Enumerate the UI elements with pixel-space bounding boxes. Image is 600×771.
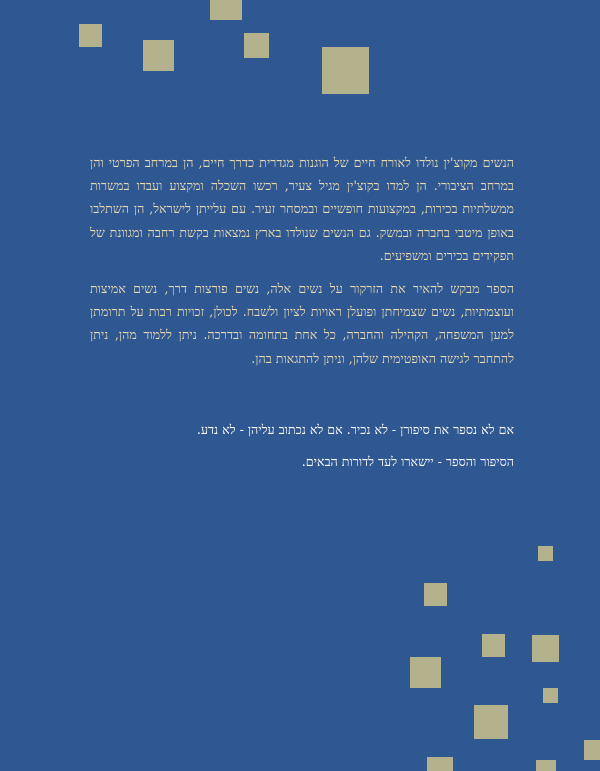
body-text	[90, 151, 514, 473]
paragraph-2: הספר מבקש להאיר את הזרקור על נשים אלה, נשים פורצות דרך, נשים אמיצות ועוצמתיות, נשים שצמיחתן ופועלן ראויות לציון ולשבח. לכולן, זכויות רבות על תרומתן למען המשפחה, הקהילה והחברה, כל אחת בתחומה ובדרכה. ניתן ללמוד מהן, ניתן להתחבר לגישה האופטימית שלהן, וניתן להתגאות בהן.	[90, 281, 514, 366]
decorative-square	[482, 634, 505, 657]
decorative-square	[427, 757, 453, 771]
decorative-square	[538, 546, 553, 561]
decorative-square	[244, 33, 269, 58]
decorative-square	[143, 40, 174, 71]
decorative-square	[322, 47, 369, 94]
decorative-square	[584, 740, 600, 760]
decorative-square	[424, 583, 447, 606]
decorative-square	[536, 760, 556, 771]
decorative-square	[210, 0, 242, 20]
decorative-square	[532, 635, 559, 662]
decorative-square	[79, 24, 102, 47]
decorative-square	[543, 688, 558, 703]
closing-line-2: הסיפור והספר - יישארו לעד לדורות הבאים.	[301, 454, 514, 470]
paragraph-1: הנשים מקוצ'ין נולדו לאורח חיים של הוגנות מגדרית כדרך חיים, הן במרחב הפרטי והן במרחב הציבורי. הן למדו בקוצ'ין מגיל צעיר, רכשו השכלה ומקצוע ועבדו במשרות ממשלתיות בכירות, במקצועות חופשיים ובמסחר זעיר. עם עלייתן לישראל, הן השתלבו באופן מיטבי בחברה ובמשק. גם הנשים שנולדו בארץ נמצאות בקשת רחבה ומגוונת של תפקידים בכירים ומשפיעים.	[90, 155, 514, 263]
decorative-square	[410, 657, 441, 688]
decorative-square	[474, 705, 508, 739]
closing-line-1: אם לא נספר את סיפורן - לא נכיר. אם לא נכתוב עליהן - לא נדע.	[196, 421, 514, 437]
